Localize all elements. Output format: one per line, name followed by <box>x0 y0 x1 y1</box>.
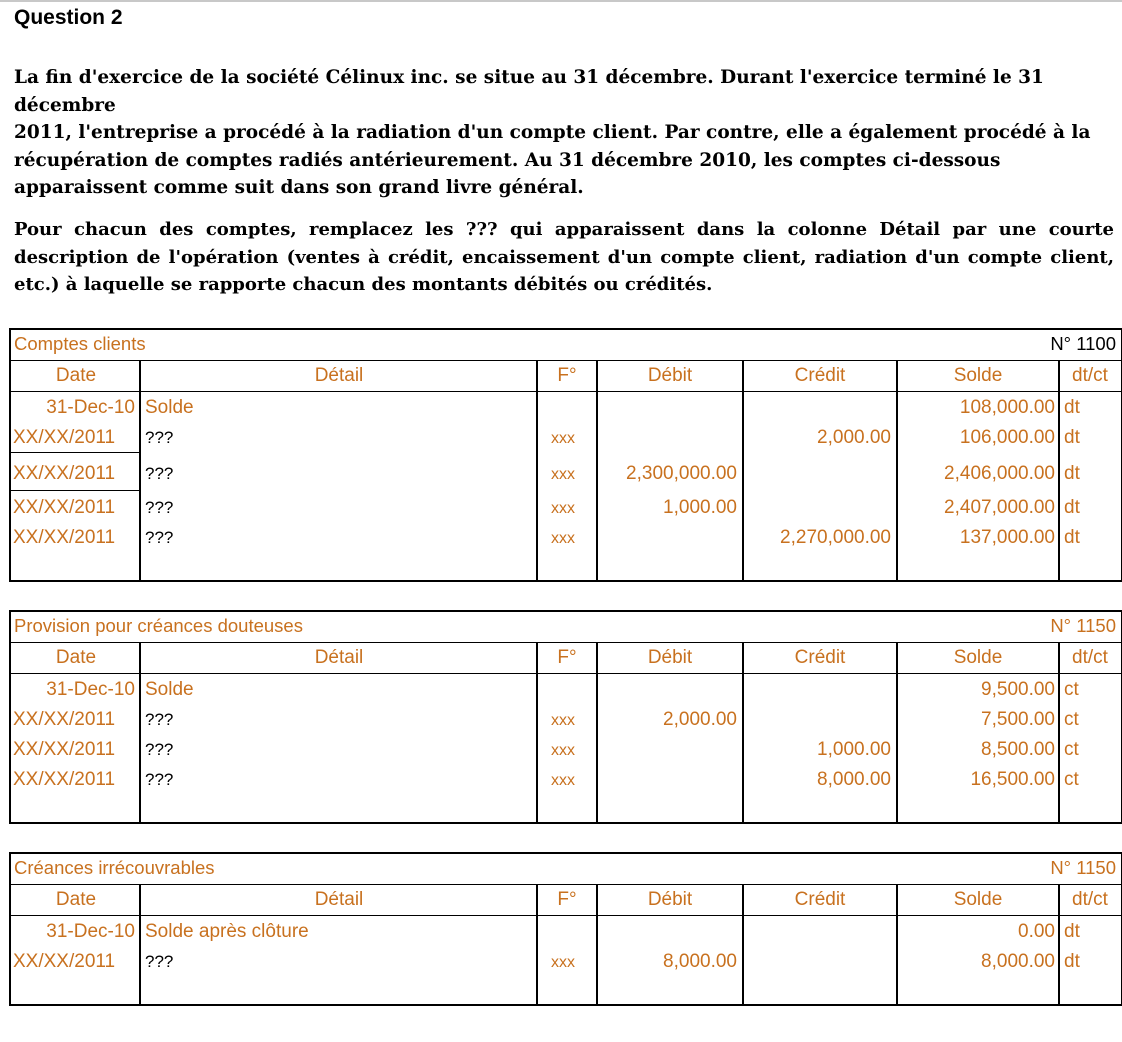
cell-dtct: dt <box>1064 427 1080 448</box>
cell-dtct: ct <box>1064 679 1079 700</box>
header-row <box>11 360 1121 392</box>
header-row <box>11 642 1121 674</box>
header-dtct: dt/ct <box>1072 647 1108 668</box>
cell-credit: 1,000.00 <box>817 739 891 760</box>
account-number: N° 1150 <box>1050 857 1116 878</box>
ledger-title-row <box>11 330 1121 361</box>
cell-date: XX/XX/2011 <box>13 527 116 548</box>
account-name: Comptes clients <box>14 333 146 354</box>
cell-folio: xxx <box>551 530 575 547</box>
cell-detail: ??? <box>145 952 174 971</box>
header-folio: F° <box>557 365 577 386</box>
account-number: N° 1150 <box>1050 615 1116 636</box>
cell-dtct: dt <box>1064 397 1080 418</box>
header-date: Date <box>55 647 97 668</box>
cell-balance: 8,500.00 <box>981 739 1055 760</box>
instruction-paragraph <box>14 216 1114 299</box>
cell-folio: xxx <box>551 430 575 447</box>
cell-debit: 2,300,000.00 <box>626 463 737 484</box>
cell-dtct: dt <box>1064 463 1080 484</box>
cell-date: XX/XX/2011 <box>13 769 116 790</box>
header-credit: Crédit <box>794 889 846 910</box>
cell-folio: xxx <box>551 466 575 483</box>
cell-detail: ??? <box>145 464 174 483</box>
ledger-creances-irrecouvrables <box>9 852 1122 1006</box>
header-balance: Solde <box>953 647 1003 668</box>
cell-dtct: dt <box>1064 921 1080 942</box>
cell-dtct: dt <box>1064 527 1080 548</box>
instruction-line: description de l'opération (ventes à crédit, encaissement d'un compte client, radiation d'un compte client, <box>14 246 1114 268</box>
cell-dtct: dt <box>1064 497 1080 518</box>
cell-folio: xxx <box>551 954 575 971</box>
cell-dtct: ct <box>1064 739 1079 760</box>
cell-date: XX/XX/2011 <box>13 951 116 972</box>
account-name: Provision pour créances douteuses <box>14 615 303 636</box>
header-credit: Crédit <box>794 365 846 386</box>
cell-debit: 1,000.00 <box>663 497 737 518</box>
cell-balance: 9,500.00 <box>981 679 1055 700</box>
instruction-line: etc.) à laquelle se rapporte chacun des montants débités ou crédités. <box>14 274 713 295</box>
cell-detail: Solde après clôture <box>145 921 309 942</box>
account-name: Créances irrécouvrables <box>14 857 215 878</box>
header-balance: Solde <box>953 889 1003 910</box>
cell-balance: 106,000.00 <box>959 427 1055 448</box>
cell-balance: 7,500.00 <box>981 709 1055 730</box>
cell-balance: 16,500.00 <box>970 769 1055 790</box>
intro-paragraph <box>14 64 1114 202</box>
cell-balance: 0.00 <box>1018 921 1055 942</box>
header-debit: Débit <box>647 365 693 386</box>
header-folio: F° <box>557 889 577 910</box>
header-dtct: dt/ct <box>1072 889 1108 910</box>
instruction-line: Pour chacun des comptes, remplacez les ??? qui apparaissent dans la colonne Détail par une courte <box>14 219 1114 240</box>
cell-dtct: dt <box>1064 951 1080 972</box>
cell-detail: ??? <box>145 428 174 447</box>
header-debit: Débit <box>647 647 693 668</box>
cell-balance: 2,407,000.00 <box>944 497 1055 518</box>
cell-date: XX/XX/2011 <box>13 709 116 730</box>
account-number: N° 1100 <box>1050 333 1116 354</box>
ledger-comptes-clients <box>9 328 1122 582</box>
ledger-title-row <box>11 854 1121 885</box>
header-credit: Crédit <box>794 647 846 668</box>
cell-date: 31-Dec-10 <box>46 679 135 700</box>
intro-line: 2011, l'entreprise a procédé à la radiation d'un compte client. Par contre, elle a également procédé à la <box>14 122 1091 143</box>
cell-detail: ??? <box>145 498 174 517</box>
cell-date: 31-Dec-10 <box>46 397 135 418</box>
intro-line: La fin d'exercice de la société Célinux inc. se situe au 31 décembre. Durant l'exercice terminé le 31 décembre <box>14 67 1044 116</box>
header-row <box>11 884 1121 916</box>
cell-date: 31-Dec-10 <box>46 921 135 942</box>
cell-date: XX/XX/2011 <box>13 739 116 760</box>
cell-balance: 2,406,000.00 <box>944 463 1055 484</box>
cell-date: XX/XX/2011 <box>13 463 116 484</box>
cell-debit: 8,000.00 <box>663 951 737 972</box>
cell-detail: Solde <box>145 679 194 700</box>
cell-folio: xxx <box>551 712 575 729</box>
top-border <box>0 0 1122 2</box>
ledger-title-row <box>11 612 1121 643</box>
header-detail: Détail <box>314 889 364 910</box>
cell-credit: 8,000.00 <box>817 769 891 790</box>
header-folio: F° <box>557 647 577 668</box>
header-debit: Débit <box>647 889 693 910</box>
cell-folio: xxx <box>551 772 575 789</box>
header-detail: Détail <box>314 647 364 668</box>
cell-detail: ??? <box>145 528 174 547</box>
cell-date: XX/XX/2011 <box>13 427 116 448</box>
intro-line: récupération de comptes radiés antérieurement. Au 31 décembre 2010, les comptes ci-dessous <box>14 149 1001 171</box>
cell-detail: ??? <box>145 710 174 729</box>
cell-credit: 2,270,000.00 <box>780 527 891 548</box>
cell-credit: 2,000.00 <box>817 427 891 448</box>
cell-detail: ??? <box>145 770 174 789</box>
header-date: Date <box>55 365 97 386</box>
ledger-provision-creances-douteuses <box>9 610 1122 824</box>
cell-detail: ??? <box>145 740 174 759</box>
cell-balance: 8,000.00 <box>981 951 1055 972</box>
intro-line: apparaissent comme suit dans son grand livre général. <box>14 177 584 198</box>
header-balance: Solde <box>953 365 1003 386</box>
cell-folio: xxx <box>551 500 575 517</box>
header-detail: Détail <box>314 365 364 386</box>
cell-dtct: ct <box>1064 709 1079 730</box>
cell-dtct: ct <box>1064 769 1079 790</box>
cell-debit: 2,000.00 <box>663 709 737 730</box>
question-title: Question 2 <box>14 6 123 29</box>
cell-balance: 108,000.00 <box>959 397 1055 418</box>
header-dtct: dt/ct <box>1072 365 1108 386</box>
cell-detail: Solde <box>145 397 194 418</box>
cell-date: XX/XX/2011 <box>13 497 116 518</box>
header-date: Date <box>55 889 97 910</box>
cell-balance: 137,000.00 <box>959 527 1055 548</box>
cell-folio: xxx <box>551 742 575 759</box>
